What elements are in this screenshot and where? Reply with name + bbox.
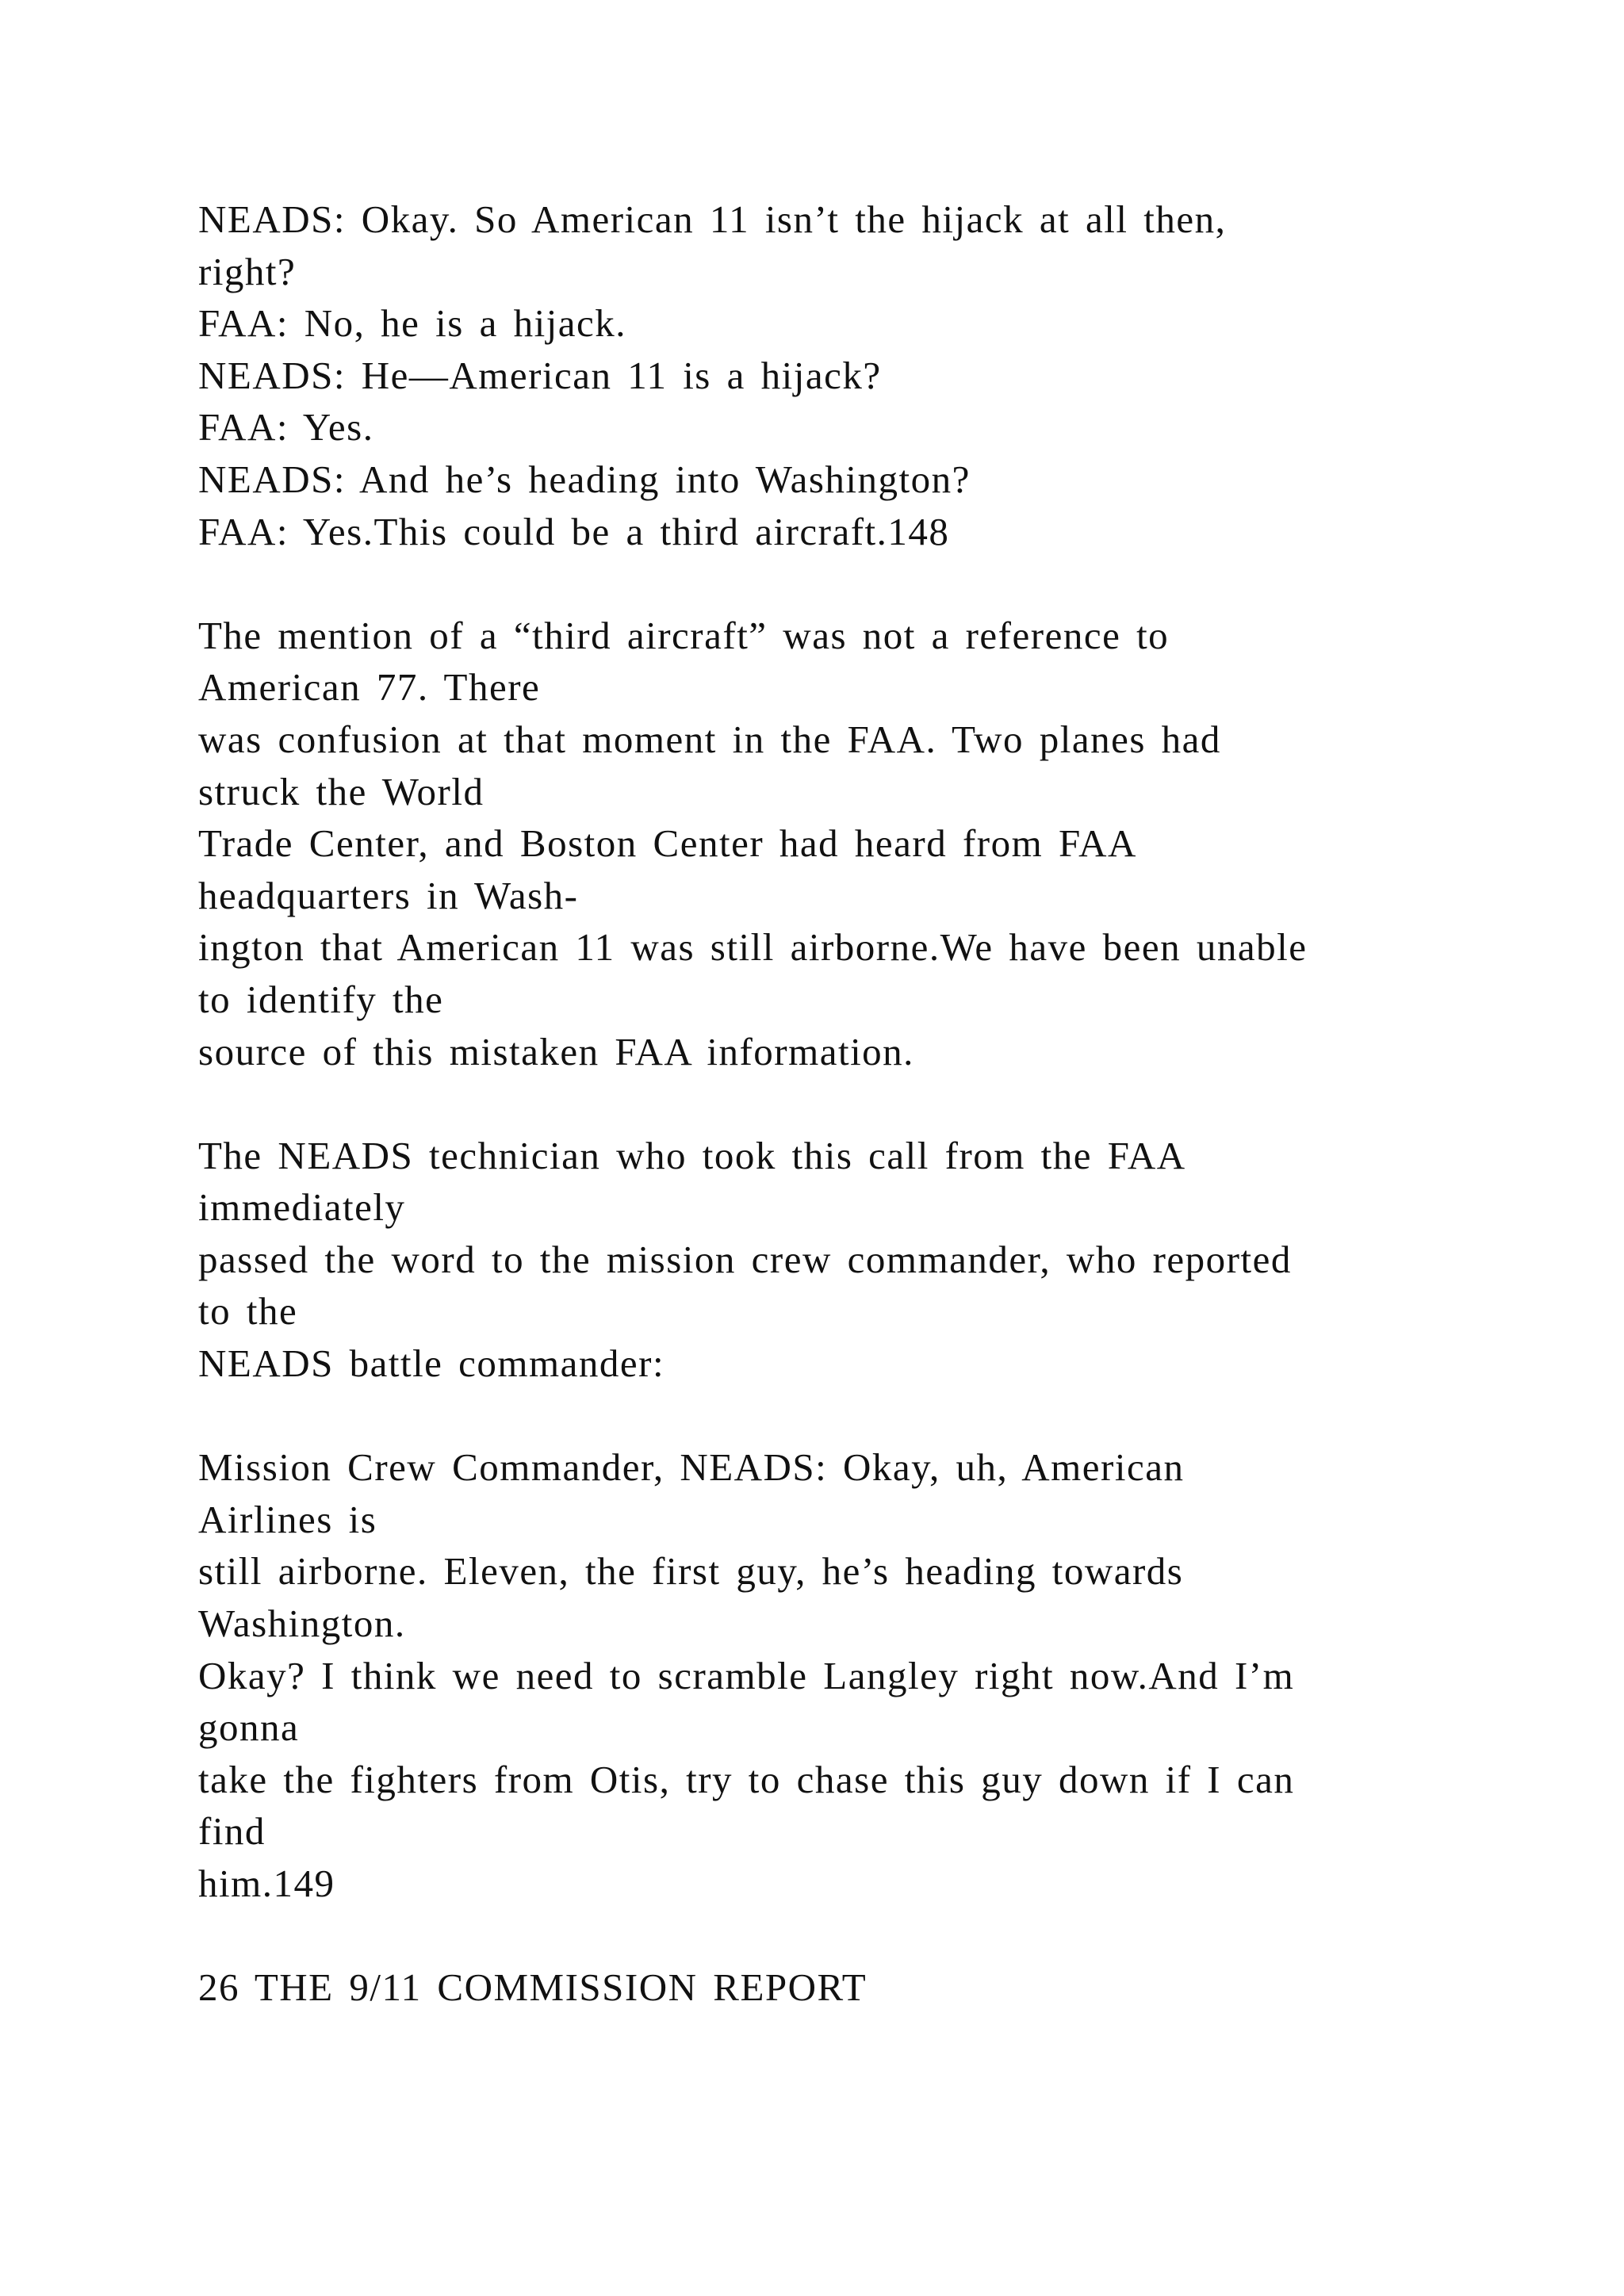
quote-line: Washington. — [198, 1601, 406, 1646]
paragraph-line: was confusion at that moment in the FAA. Two planes had — [198, 717, 1221, 761]
paragraph-line: The NEADS technician who took this call from the FAA — [198, 1133, 1186, 1177]
paragraph-neads-technician — [198, 1130, 1594, 1390]
dialogue-line: FAA: No, he is a hijack. — [198, 301, 627, 346]
quote-line: Airlines is — [198, 1497, 377, 1541]
quote-line: Mission Crew Commander, NEADS: Okay, uh, American — [198, 1445, 1185, 1490]
paragraph-gap — [198, 1077, 1594, 1130]
paragraph-line: Trade Center, and Boston Center had heard from FAA — [198, 821, 1137, 866]
paragraph-line: to the — [198, 1289, 298, 1334]
paragraph-line: headquarters in Wash- — [198, 873, 579, 917]
paragraph-line: passed the word to the mission crew commander, who reported — [198, 1237, 1292, 1281]
paragraph-line: ington that American 11 was still airborne.We have been unable — [198, 925, 1308, 970]
quote-line: gonna — [198, 1705, 300, 1750]
paragraph-line: The mention of a “third aircraft” was not a reference to — [198, 613, 1170, 657]
paragraph-line: American 77. There — [198, 665, 541, 710]
paragraph-gap — [198, 1910, 1594, 1962]
dialogue-block — [198, 193, 1594, 557]
paragraph-line: to identify the — [198, 977, 444, 1021]
paragraph-line: struck the World — [198, 769, 485, 813]
quote-line: take the fighters from Otis, try to chase this guy down if I can — [198, 1757, 1295, 1801]
paragraph-gap — [198, 1390, 1594, 1442]
dialogue-line: NEADS: He—American 11 is a hijack? — [198, 353, 882, 397]
quote-line: find — [198, 1809, 266, 1854]
paragraph-line: immediately — [198, 1185, 406, 1230]
dialogue-line: NEADS: And he’s heading into Washington? — [198, 457, 971, 501]
dialogue-line: FAA: Yes. — [198, 405, 374, 450]
paragraph-gap — [198, 557, 1594, 610]
quote-line: still airborne. Eleven, the first guy, he’s heading towards — [198, 1549, 1184, 1594]
dialogue-line: right? — [198, 249, 297, 293]
paragraph-line: source of this mistaken FAA information. — [198, 1029, 914, 1073]
dialogue-line: NEADS: Okay. So American 11 isn’t the hijack at all then, — [198, 197, 1227, 241]
quote-line: him.149 — [198, 1862, 335, 1905]
quote-line: Okay? I think we need to scramble Langley right now.And I’m — [198, 1653, 1295, 1697]
dialogue-line: FAA: Yes.This could be a third aircraft.148 — [198, 509, 950, 553]
quote-mission-crew-commander — [198, 1441, 1594, 1909]
page-text — [198, 193, 1594, 2014]
paragraph-line: NEADS battle commander: — [198, 1341, 665, 1386]
paragraph-third-aircraft — [198, 610, 1594, 1077]
page-footer: 26 THE 9/11 COMMISSION REPORT — [198, 1965, 868, 2010]
